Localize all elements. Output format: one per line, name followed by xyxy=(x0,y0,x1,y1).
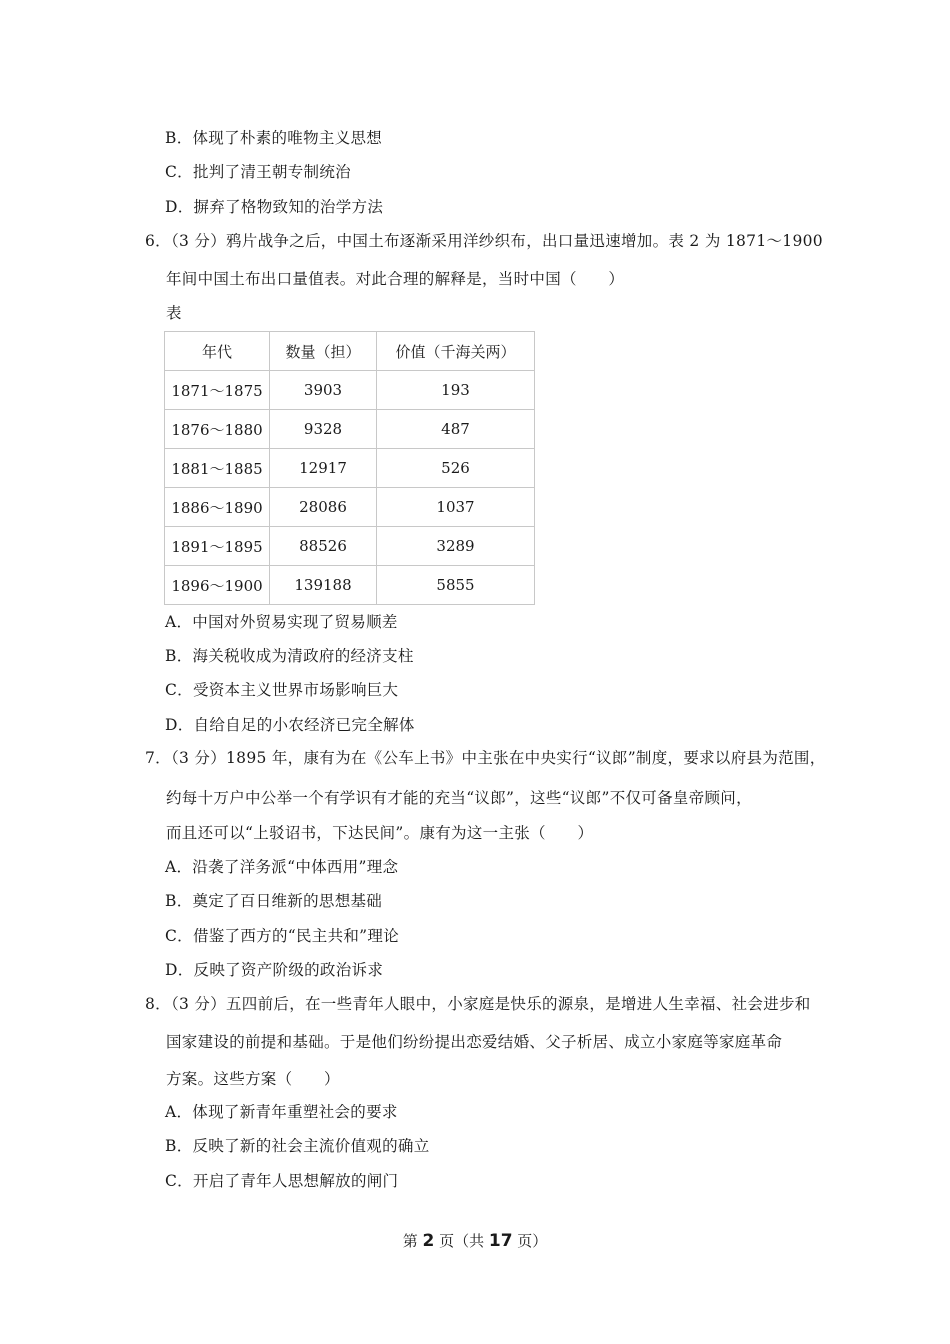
q8-option-b: B．反映了新的社会主流价值观的确立 xyxy=(165,1137,430,1155)
table-cell: 12917 xyxy=(270,449,377,488)
table-cell: 28086 xyxy=(270,488,377,527)
table-row xyxy=(165,449,535,488)
q6-table-caption: 表 xyxy=(166,304,182,322)
q8-stem-line1: 8．（3 分）五四前后，在一些青年人眼中，小家庭是快乐的源泉，是增进人生幸福、社会进步和 xyxy=(145,995,811,1013)
q6-stem-line1: 6．（3 分）鸦片战争之后，中国土布逐渐采用洋纱织布，出口量迅速增加。表 2 为 1871～1900 xyxy=(145,232,823,250)
table-row xyxy=(165,371,535,410)
table-cell: 1876～1880 xyxy=(165,410,270,449)
q6-option-d: D．自给自足的小农经济已完全解体 xyxy=(165,716,415,734)
table-header-cell: 年代 xyxy=(165,332,270,371)
q7-stem-line1: 7．（3 分）1895 年，康有为在《公车上书》中主张在中央实行“议郎”制度，要求以府县为范围， xyxy=(145,749,826,767)
table-cell: 1896～1900 xyxy=(165,566,270,605)
q8-stem-line2: 国家建设的前提和基础。于是他们纷纷提出恋爱结婚、父子析居、成立小家庭等家庭革命 xyxy=(166,1033,783,1051)
q6-option-a: A．中国对外贸易实现了贸易顺差 xyxy=(165,613,398,631)
q5-option-c: C．批判了清王朝专制统治 xyxy=(165,163,351,181)
q6-option-c: C．受资本主义世界市场影响巨大 xyxy=(165,681,399,699)
table-cell: 1881～1885 xyxy=(165,449,270,488)
page-footer xyxy=(0,1230,950,1251)
table-cell: 88526 xyxy=(270,527,377,566)
q8-option-c: C．开启了青年人思想解放的闸门 xyxy=(165,1172,399,1190)
table-cell: 1871～1875 xyxy=(165,371,270,410)
table-row xyxy=(165,488,535,527)
table-cell: 5855 xyxy=(377,566,535,605)
footer-page-number: 2 xyxy=(422,1231,435,1251)
table-cell: 1891～1895 xyxy=(165,527,270,566)
table-cell: 526 xyxy=(377,449,535,488)
table-row xyxy=(165,527,535,566)
footer-total-pages: 17 xyxy=(488,1231,513,1251)
table-row xyxy=(165,566,535,605)
q5-option-d: D．摒弃了格物致知的治学方法 xyxy=(165,198,384,216)
q6-stem-line2: 年间中国土布出口量值表。对此合理的解释是，当时中国（ ） xyxy=(166,270,625,288)
table-header-cell: 价值（千海关两） xyxy=(377,332,535,371)
export-table xyxy=(164,331,535,605)
q7-stem-line3: 而且还可以“上驳诏书，下达民间”。康有为这一主张（ ） xyxy=(166,824,594,842)
table-cell: 1886～1890 xyxy=(165,488,270,527)
footer-suffix: 页） xyxy=(512,1232,548,1250)
q7-option-b: B．奠定了百日维新的思想基础 xyxy=(165,892,383,910)
q8-option-a: A．体现了新青年重塑社会的要求 xyxy=(165,1103,398,1121)
q8-stem-line3: 方案。这些方案（ ） xyxy=(166,1070,340,1088)
footer-middle: 页（共 xyxy=(434,1232,489,1250)
table-cell: 3289 xyxy=(377,527,535,566)
q7-option-a: A．沿袭了洋务派“中体西用”理念 xyxy=(165,858,399,876)
q7-stem-line2: 约每十万户中公举一个有学识有才能的充当“议郎”，这些“议郎”不仅可备皇帝顾问， xyxy=(166,789,752,807)
table-header-row xyxy=(165,332,535,371)
table-row xyxy=(165,410,535,449)
table-cell: 9328 xyxy=(270,410,377,449)
table-header-cell: 数量（担） xyxy=(270,332,377,371)
table-cell: 139188 xyxy=(270,566,377,605)
q5-option-b: B．体现了朴素的唯物主义思想 xyxy=(165,129,383,147)
q7-option-d: D．反映了资产阶级的政治诉求 xyxy=(165,961,384,979)
table-cell: 3903 xyxy=(270,371,377,410)
q7-option-c: C．借鉴了西方的“民主共和”理论 xyxy=(165,927,400,945)
footer-prefix: 第 xyxy=(402,1232,423,1250)
table-cell: 487 xyxy=(377,410,535,449)
q6-option-b: B．海关税收成为清政府的经济支柱 xyxy=(165,647,414,665)
table-cell: 1037 xyxy=(377,488,535,527)
table-cell: 193 xyxy=(377,371,535,410)
